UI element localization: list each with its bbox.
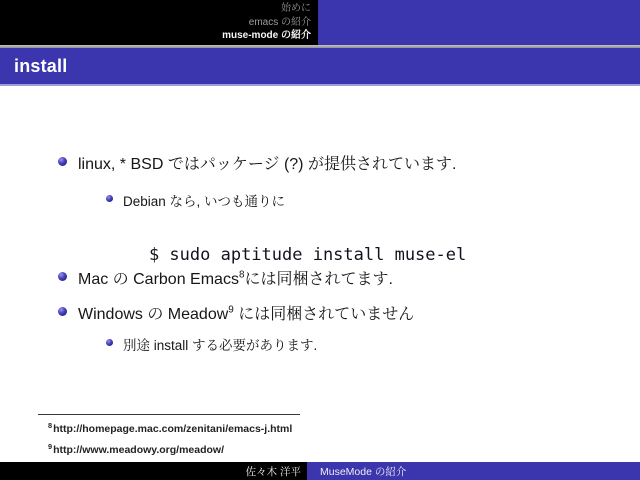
sub-bullet-text: 別途 install する必要があります.: [123, 338, 318, 353]
sub-bullet-item-debian: [106, 190, 285, 210]
footnote-8: [48, 420, 293, 435]
footnote-marker: 8: [48, 420, 53, 430]
bullet-text: [78, 266, 393, 289]
nav-item-muse-mode-intro[interactable]: muse-mode の紹介: [222, 30, 311, 42]
header-right-panel: [318, 0, 640, 45]
presentation-short-title: MuseMode の紹介: [320, 465, 407, 478]
bullet-icon: [106, 339, 113, 346]
bullet-icon: [58, 307, 67, 316]
footnote-link[interactable]: http://www.meadowy.org/meadow/: [53, 444, 225, 456]
bullet-item-windows-meadow: [58, 301, 414, 324]
sub-bullet-item-betsu-install: [106, 334, 317, 354]
bullet-text-post: には同梱されてます.: [244, 271, 393, 288]
bullet-text-pre: Windows の Meadow: [78, 306, 229, 323]
code-text: $ sudo aptitude install muse-el: [148, 245, 467, 265]
header-nav-section-area: [0, 0, 318, 45]
bullet-item-linux-bsd: [58, 151, 456, 174]
footnote-marker: 9: [48, 441, 53, 451]
bullet-text-pre: Mac の Carbon Emacs: [78, 271, 239, 288]
footnote-rule: [38, 414, 300, 415]
footnote-link[interactable]: http://homepage.mac.com/zenitani/emacs-j.html: [53, 423, 293, 435]
footer-author-area: [0, 462, 307, 480]
nav-item-hajimeni[interactable]: 始めに: [281, 3, 311, 15]
bullet-icon: [106, 195, 113, 202]
footer-title-area: [307, 462, 640, 480]
bullet-text: linux, * BSD ではパッケージ (?) が提供されています.: [78, 156, 457, 173]
frame-title: install: [14, 55, 68, 76]
nav-item-emacs-intro[interactable]: emacs の紹介: [248, 16, 311, 28]
footnote-ref-8[interactable]: 8: [238, 269, 245, 281]
bullet-item-mac-carbon-emacs: [58, 266, 393, 289]
bullet-text-post: には同梱されていません: [233, 306, 415, 323]
footnote-9: [48, 441, 225, 456]
author-name: 佐々木 洋平: [245, 465, 301, 478]
footer-bar: [0, 462, 640, 480]
bullet-icon: [58, 157, 67, 166]
frame-title-bar: [0, 48, 640, 86]
bullet-icon: [58, 272, 67, 281]
sub-bullet-text: Debian なら, いつも通りに: [123, 194, 286, 209]
footnote-ref-9[interactable]: 9: [228, 304, 234, 316]
bullet-text: [78, 301, 414, 324]
